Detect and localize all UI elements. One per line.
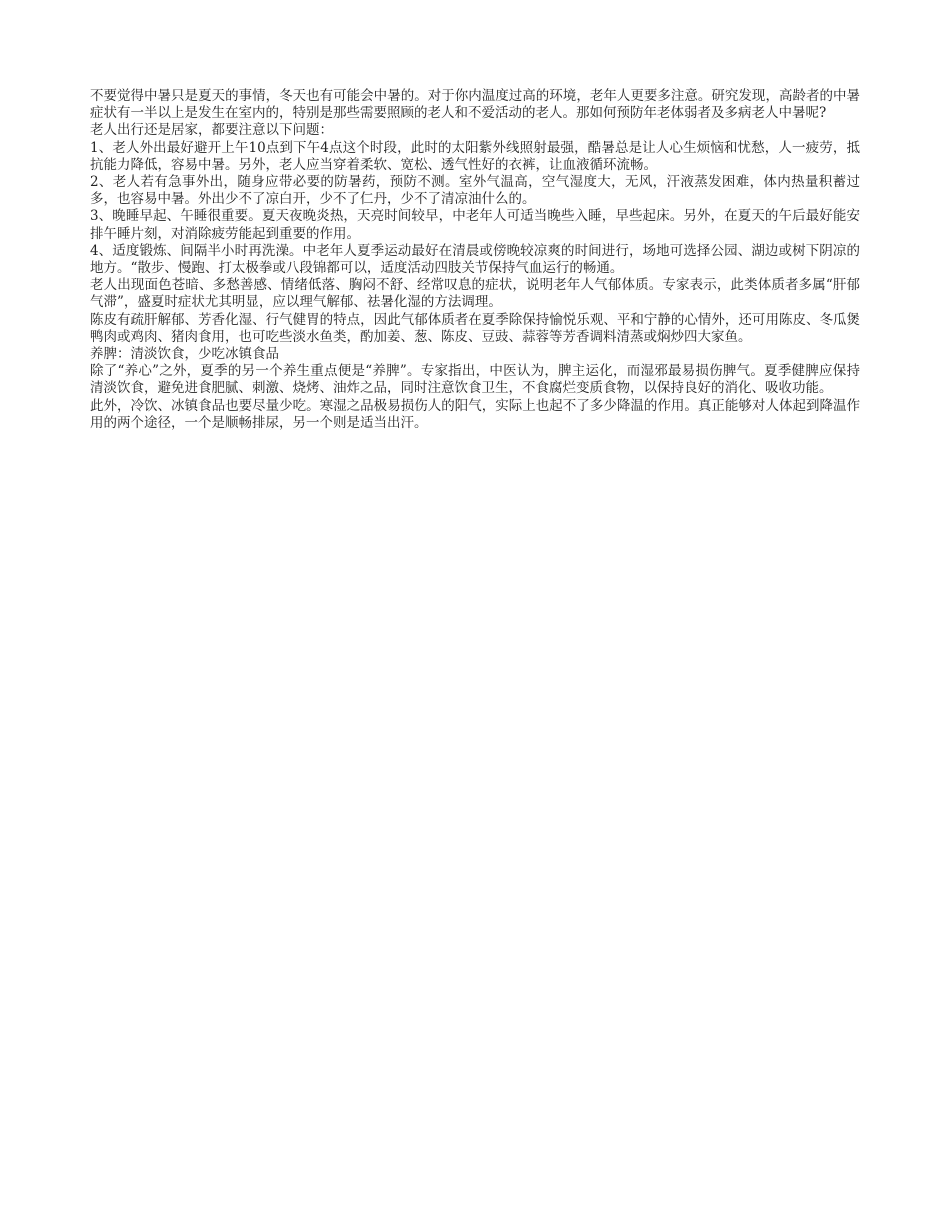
tip-2-paragraph: 2、老人若有急事外出，随身应带必要的防暑药，预防不测。室外气温高，空气湿度大，无风，汗液蒸发困难，体内热量积蓄过多，也容易中暑。外出少不了凉白开，少不了仁丹，少不了清凉油什么的。 bbox=[90, 174, 860, 208]
spleen-heading: 养脾：清淡饮食，少吃冰镇食品 bbox=[90, 346, 279, 363]
section-lead-paragraph: 老人出行还是居家，都要注意以下问题： bbox=[90, 122, 333, 139]
tangerine-peel-paragraph: 陈皮有疏肝解郁、芳香化湿、行气健胃的特点，因此气郁体质者在夏季除保持愉悦乐观、平和宁静的心情外，还可用陈皮、冬瓜煲鸭肉或鸡肉、猪肉食用，也可吃些淡水鱼类，酌加姜、葱、陈皮、豆豉、蒜蓉等芳香调料清蒸或焖炒四大家鱼。 bbox=[90, 311, 860, 345]
document-body bbox=[90, 88, 860, 432]
tip-3-paragraph: 3、晚睡早起、午睡很重要。夏天夜晚炎热，天亮时间较早，中老年人可适当晚些入睡，早些起床。另外，在夏天的午后最好能安排午睡片刻，对消除疲劳能起到重要的作用。 bbox=[90, 208, 860, 242]
intro-paragraph: 不要觉得中暑只是夏天的事情，冬天也有可能会中暑的。对于你内温度过高的环境，老年人更要多注意。研究发现，高龄者的中暑症状有一半以上是发生在室内的，特别是那些需要照顾的老人和不爱活动的老人。那如何预防年老体弱者及多病老人中暑呢? bbox=[90, 88, 860, 122]
cold-food-paragraph: 此外，冷饮、冰镇食品也要尽量少吃。寒湿之品极易损伤人的阳气，实际上也起不了多少降温的作用。真正能够对人体起到降温作用的两个途径，一个是顺畅排尿，另一个则是适当出汗。 bbox=[90, 397, 860, 431]
tip-4-paragraph: 4、适度锻炼、间隔半小时再洗澡。中老年人夏季运动最好在清晨或傍晚较凉爽的时间进行，场地可选择公园、湖边或树下阴凉的地方。“散步、慢跑、打太极拳或八段锦都可以，适度活动四肢关节保持气血运行的畅通。 bbox=[90, 242, 860, 277]
tip-1-paragraph: 1、老人外出最好避开上午10点到下午4点这个时段，此时的太阳紫外线照射最强，酷暑总是让人心生烦恼和忧愁，人一疲劳，抵抗能力降低，容易中暑。另外，老人应当穿着柔软、宽松、透气性好的衣裤，让血液循环流畅。 bbox=[90, 139, 860, 173]
qi-stagnation-paragraph: 老人出现面色苍暗、多愁善感、情绪低落、胸闷不舒、经常叹息的症状，说明老年人气郁体质。专家表示，此类体质者多属“肝郁气滞”，盛夏时症状尤其明显，应以理气解郁、祛暑化湿的方法调理。 bbox=[90, 277, 860, 311]
spleen-paragraph: 除了“养心”之外，夏季的另一个养生重点便是“养脾”。专家指出，中医认为，脾主运化，而湿邪最易损伤脾气。夏季健脾应保持清淡饮食，避免进食肥腻、刺激、烧烤、油炸之品，同时注意饮食卫生，不食腐烂变质食物，以保持良好的消化、吸收功能。 bbox=[90, 363, 860, 397]
